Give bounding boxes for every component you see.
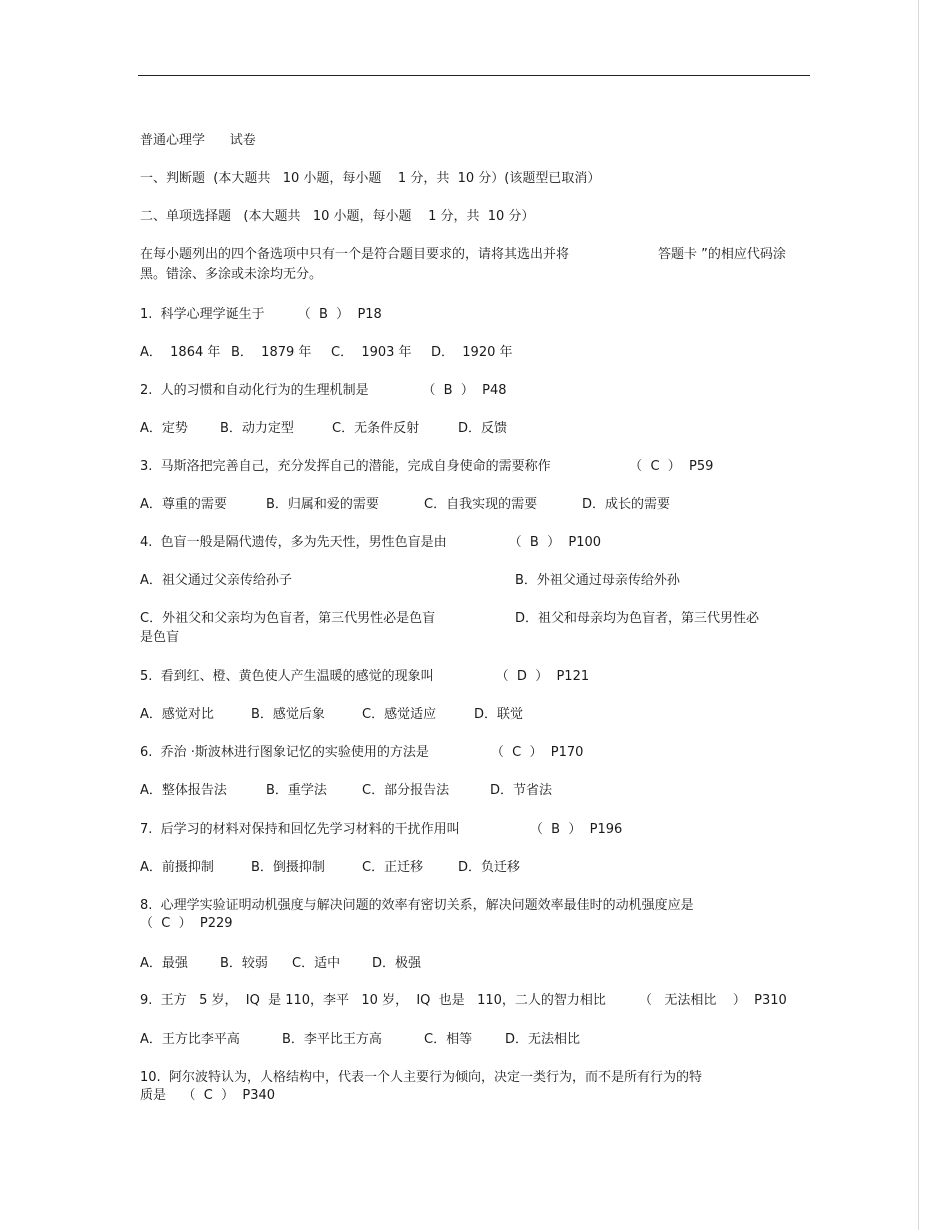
option-c: C．感觉适应 bbox=[362, 707, 437, 722]
question-stem: 9. 王方 5 岁， IQ 是 110，李平 10 岁， IQ 也是 110，二人的智力相比 （ 无法相比 ） P310 bbox=[140, 993, 787, 1008]
instructions-line2: 黑。错涂、多涂或未涂均无分。 bbox=[140, 267, 323, 282]
option-b: B．倒摄抑制 bbox=[251, 860, 325, 875]
option-d: D．反馈 bbox=[458, 421, 508, 436]
page-edge bbox=[918, 0, 919, 1230]
option-d: D．联觉 bbox=[474, 707, 524, 722]
question-stem: 4. 色盲一般是隔代遗传，多为先天性，男性色盲是由 （ B ） P100 bbox=[140, 535, 602, 550]
option-c: C．无条件反射 bbox=[332, 421, 420, 436]
option-b: B．李平比王方高 bbox=[282, 1032, 382, 1047]
option-c: C．部分报告法 bbox=[362, 783, 450, 798]
question-answer: （ C ） P229 bbox=[140, 916, 233, 931]
option-b: B．归属和爱的需要 bbox=[266, 497, 379, 512]
option-b: B．动力定型 bbox=[220, 421, 294, 436]
question-stem: 1. 科学心理学诞生于 （ B ） P18 bbox=[140, 307, 382, 322]
exam-title: 普通心理学 试卷 bbox=[140, 133, 256, 148]
question-options bbox=[140, 954, 800, 973]
option-d: D． 1920 年 bbox=[431, 345, 513, 360]
instructions-line1a: 在每小题列出的四个备选项中只有一个是符合题目要求的，请将其选出并将 bbox=[140, 247, 570, 262]
option-b: B．外祖父通过母亲传给外孙 bbox=[515, 573, 680, 588]
option-a: A． 1864 年 bbox=[140, 345, 221, 360]
question-options bbox=[140, 858, 800, 877]
question-options bbox=[140, 495, 800, 514]
option-b: B．感觉后象 bbox=[251, 707, 325, 722]
question-options bbox=[140, 419, 800, 438]
option-d: D．无法相比 bbox=[505, 1032, 581, 1047]
question-options bbox=[140, 343, 800, 362]
option-a: A．最强 bbox=[140, 956, 188, 971]
option-a: A．整体报告法 bbox=[140, 783, 227, 798]
question-stem: 6. 乔治 ·斯波林进行图象记忆的实验使用的方法是 （ C ） P170 bbox=[140, 745, 584, 760]
option-b: B．重学法 bbox=[266, 783, 327, 798]
section-single-choice-heading: 二、单项选择题 (本大题共 10 小题，每小题 1 分，共 10 分） bbox=[140, 209, 535, 224]
instructions bbox=[140, 245, 800, 264]
question-options bbox=[140, 609, 800, 628]
option-c-continued: 是色盲 bbox=[140, 630, 180, 645]
question-stem: 3. 马斯洛把完善自己，充分发挥自己的潜能，完成自身使命的需要称作 （ C ） P59 bbox=[140, 459, 714, 474]
option-c: C．适中 bbox=[292, 956, 341, 971]
option-a: A．感觉对比 bbox=[140, 707, 214, 722]
option-d: D．成长的需要 bbox=[582, 497, 671, 512]
question-stem: 5. 看到红、橙、黄色使人产生温暖的感觉的现象叫 （ D ） P121 bbox=[140, 669, 590, 684]
question-options bbox=[140, 705, 800, 724]
question-stem: 10. 阿尔波特认为，人格结构中，代表一个人主要行为倾向，决定一类行为，而不是所有行为的特 bbox=[140, 1070, 702, 1085]
option-a: A．前摄抑制 bbox=[140, 860, 214, 875]
header-rule bbox=[138, 75, 810, 76]
option-a: A．尊重的需要 bbox=[140, 497, 227, 512]
option-c: C．外祖父和父亲均为色盲者，第三代男性必是色盲 bbox=[140, 611, 436, 626]
question-options bbox=[140, 1030, 800, 1049]
question-stem: 2. 人的习惯和自动化行为的生理机制是 （ B ） P48 bbox=[140, 383, 507, 398]
question-stem: 8. 心理学实验证明动机强度与解决问题的效率有密切关系，解决问题效率最佳时的动机强度应是 bbox=[140, 898, 694, 913]
option-c: C．相等 bbox=[424, 1032, 473, 1047]
option-c: C．正迁移 bbox=[362, 860, 424, 875]
option-c: C．自我实现的需要 bbox=[424, 497, 538, 512]
question-stem: 7. 后学习的材料对保持和回忆先学习材料的干扰作用叫 （ B ） P196 bbox=[140, 822, 623, 837]
option-a: A．祖父通过父亲传给孙子 bbox=[140, 573, 292, 588]
option-d: D．祖父和母亲均为色盲者，第三代男性必 bbox=[515, 611, 760, 626]
option-c: C． 1903 年 bbox=[331, 345, 412, 360]
option-d: D．负迁移 bbox=[458, 860, 521, 875]
option-a: A．定势 bbox=[140, 421, 188, 436]
question-options bbox=[140, 781, 800, 800]
option-d: D．极强 bbox=[372, 956, 422, 971]
option-b: B．较弱 bbox=[220, 956, 268, 971]
question-options bbox=[140, 571, 800, 590]
question-answer: 质是 （ C ） P340 bbox=[140, 1088, 276, 1103]
option-b: B． 1879 年 bbox=[231, 345, 312, 360]
option-d: D．节省法 bbox=[490, 783, 553, 798]
instructions-line1b: 答题卡 ”的相应代码涂 bbox=[658, 247, 786, 262]
section-true-false-heading: 一、判断题 (本大题共 10 小题，每小题 1 分，共 10 分）(该题型已取消） bbox=[140, 171, 601, 186]
option-a: A．王方比李平高 bbox=[140, 1032, 240, 1047]
